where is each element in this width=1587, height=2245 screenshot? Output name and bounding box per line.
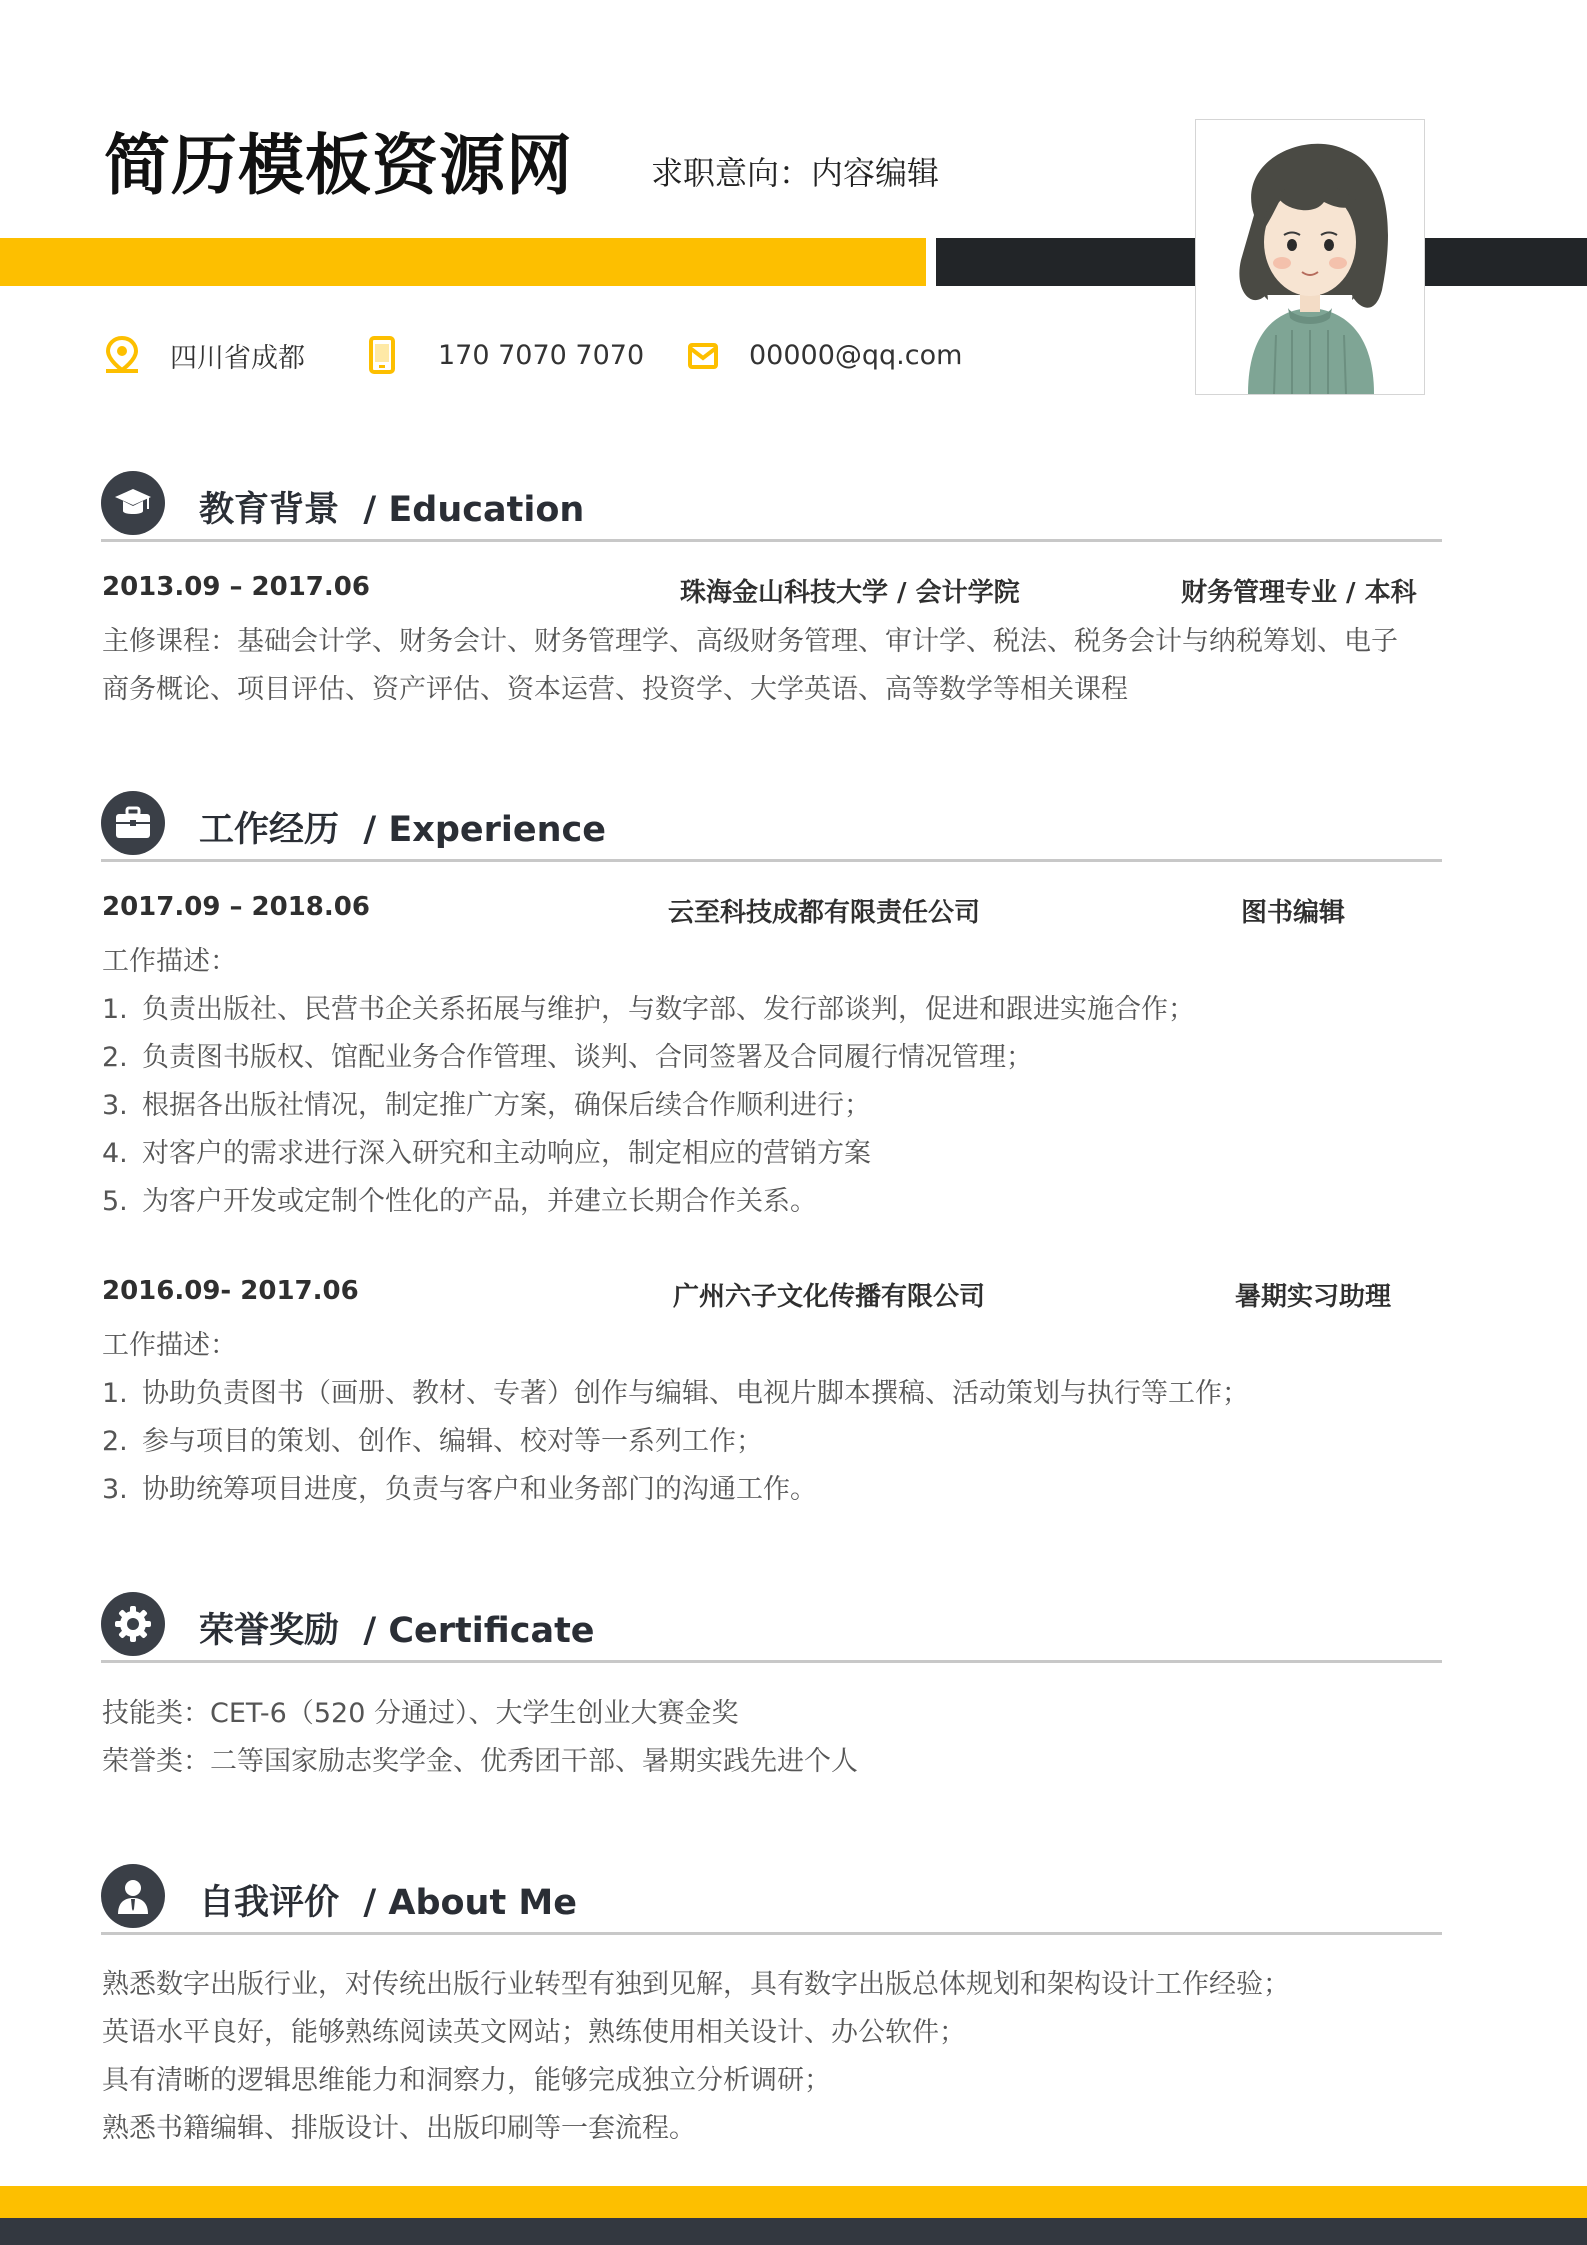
avatar-illustration xyxy=(1196,120,1424,394)
job-1-item: 4. 对客户的需求进行深入研究和主动响应，制定相应的营销方案 xyxy=(102,1138,871,1169)
job-1-role: 图书编辑 xyxy=(1241,898,1346,928)
about-line: 熟悉书籍编辑、排版设计、出版印刷等一套流程。 xyxy=(102,2113,696,2144)
education-courses-line-1: 主修课程：基础会计学、财务会计、财务管理学、高级财务管理、审计学、税法、税务会计与纳税筹划、电子 xyxy=(102,626,1398,657)
resume-name: 简历模板资源网 xyxy=(104,127,573,204)
certificate-divider xyxy=(101,1660,1442,1663)
contact-phone-text: 170 7070 7070 xyxy=(438,339,645,371)
about-line: 熟悉数字出版行业，对传统出版行业转型有独到见解，具有数字出版总体规划和架构设计工作经验； xyxy=(102,1969,1290,2000)
job-1-period: 2017.09 – 2018.06 xyxy=(102,892,370,922)
certificate-section-title xyxy=(199,1603,595,1653)
education-title-en: / Education xyxy=(363,490,585,530)
about-line: 具有清晰的逻辑思维能力和洞察力，能够完成独立分析调研； xyxy=(102,2065,831,2096)
about-title-en: / About Me xyxy=(363,1883,577,1923)
certificate-section-icon xyxy=(101,1592,165,1656)
job-1-item: 5. 为客户开发或定制个性化的产品，并建立长期合作关系。 xyxy=(102,1186,817,1217)
user-icon xyxy=(113,1876,153,1916)
job-1-desc-label: 工作描述： xyxy=(102,946,237,977)
education-section-icon xyxy=(101,471,165,535)
experience-title-cn: 工作经历 xyxy=(199,810,340,850)
education-major: 财务管理专业 / 本科 xyxy=(1181,578,1417,608)
about-divider xyxy=(101,1932,1442,1935)
certificate-title-en: / Certificate xyxy=(363,1611,595,1651)
job-2-item: 3. 协助统筹项目进度，负责与客户和业务部门的沟通工作。 xyxy=(102,1474,817,1505)
about-line: 英语水平良好，能够熟练阅读英文网站；熟练使用相关设计、办公软件； xyxy=(102,2017,966,2048)
about-section-icon xyxy=(101,1864,165,1928)
contact-phone xyxy=(368,334,644,376)
job-1-item: 1. 负责出版社、民营书企关系拓展与维护，与数字部、发行部谈判，促进和跟进实施合作； xyxy=(102,994,1195,1025)
job-1-item: 2. 负责图书版权、馆配业务合作管理、谈判、合同签署及合同履行情况管理； xyxy=(102,1042,1033,1073)
gear-icon xyxy=(113,1604,153,1644)
job-1-company: 云至科技成都有限责任公司 xyxy=(668,898,981,928)
experience-section-title xyxy=(199,802,606,852)
envelope-icon xyxy=(687,339,719,371)
experience-title-en: / Experience xyxy=(363,810,607,850)
education-period: 2013.09 – 2017.06 xyxy=(102,572,370,602)
briefcase-icon xyxy=(113,806,153,840)
contact-location-text: 四川省成都 xyxy=(170,342,305,374)
job-2-period: 2016.09- 2017.06 xyxy=(102,1276,359,1306)
profile-photo xyxy=(1195,119,1425,395)
job-2-company: 广州六子文化传播有限公司 xyxy=(673,1282,986,1312)
contact-email xyxy=(687,334,962,376)
about-section-title xyxy=(199,1875,577,1925)
header-accent-bar xyxy=(0,238,926,286)
education-section-title xyxy=(199,482,584,532)
job-2-item: 1. 协助负责图书（画册、教材、专著）创作与编辑、电视片脚本撰稿、活动策划与执行等工作； xyxy=(102,1378,1249,1409)
job-2-item: 2. 参与项目的策划、创作、编辑、校对等一系列工作； xyxy=(102,1426,763,1457)
job-intent: 求职意向：内容编辑 xyxy=(651,154,940,192)
certificate-title-cn: 荣誉奖励 xyxy=(199,1611,340,1651)
certificate-line: 荣誉类：二等国家励志奖学金、优秀团干部、暑期实践先进个人 xyxy=(102,1746,858,1777)
location-pin-icon xyxy=(104,336,140,374)
footer-dark-bar xyxy=(0,2218,1587,2245)
job-2-desc-label: 工作描述： xyxy=(102,1330,237,1361)
education-title-cn: 教育背景 xyxy=(199,490,340,530)
contact-location xyxy=(104,334,305,376)
experience-divider xyxy=(101,859,1442,862)
about-title-cn: 自我评价 xyxy=(199,1883,340,1923)
education-courses-line-2: 商务概论、项目评估、资产评估、资本运营、投资学、大学英语、高等数学等相关课程 xyxy=(102,674,1128,705)
education-divider xyxy=(101,539,1442,542)
experience-section-icon xyxy=(101,791,165,855)
job-2-role: 暑期实习助理 xyxy=(1235,1282,1392,1312)
footer-accent-bar xyxy=(0,2186,1587,2218)
graduation-cap-icon xyxy=(113,485,153,521)
mobile-phone-icon xyxy=(368,336,396,374)
job-1-item: 3. 根据各出版社情况，制定推广方案，确保后续合作顺利进行； xyxy=(102,1090,871,1121)
education-school: 珠海金山科技大学 / 会计学院 xyxy=(680,578,1020,608)
certificate-line: 技能类：CET-6（520 分通过）、大学生创业大赛金奖 xyxy=(102,1698,739,1729)
contact-email-text: 00000@qq.com xyxy=(749,339,963,371)
